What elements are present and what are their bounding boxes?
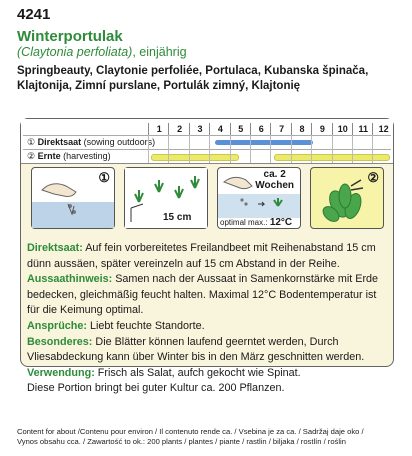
row-harvest-number: ②: [27, 151, 36, 161]
special-notes-label: Besonderes:: [27, 335, 93, 348]
optimal-temperature-label: optimal max.:: [220, 218, 268, 227]
usage-text: Frisch als Salat, aufch gekocht wie Spinat.: [94, 366, 301, 379]
month-10: 10: [332, 123, 353, 135]
pictogram-harvest: [310, 167, 384, 229]
pictogram-sowing: [31, 167, 115, 229]
row-harvest-subtitle: (harvesting): [63, 151, 111, 161]
direct-sowing-paragraph: [27, 241, 387, 272]
requirements-label: Ansprüche:: [27, 319, 87, 332]
germination-weeks-line1: ca. 2: [263, 169, 286, 180]
growing-info-box: [20, 118, 394, 395]
portion-note: Diese Portion bringt bei guter Kultur ca. 200 Pflanzen.: [27, 382, 285, 395]
month-grid-line: [372, 135, 373, 163]
latin-name: (Claytonia perfoliata): [17, 45, 133, 59]
sowing-advice-label: Aussaathinweis:: [27, 273, 113, 286]
usage-label: Verwendung:: [27, 366, 95, 379]
row-sowing-subtitle: (sowing outdoors): [83, 137, 156, 147]
pictogram-germination: [217, 167, 301, 229]
row-sowing-title: Direktsaat: [37, 137, 82, 147]
month-grid-line: [270, 135, 271, 163]
common-names-line-1: Springbeauty, Claytonie perfoliée, Portulaca, Kubanska špinača,: [17, 65, 369, 77]
germination-weeks-line2: Wochen: [255, 180, 294, 191]
month-3: 3: [189, 123, 210, 135]
month-grid-line: [230, 135, 231, 163]
direct-sowing-text: Auf fein vorbereitetes Freilandbeet mit Reihenabstand 15 cm dünn aussäen, später vereinzeln auf 15 cm Abstand in der Reihe.: [27, 242, 376, 270]
row-harvest-title: Ernte: [37, 151, 61, 161]
sowing-advice-paragraph: [27, 272, 387, 319]
requirements-text: Liebt feuchte Standorte.: [87, 319, 205, 332]
month-8: 8: [291, 123, 312, 135]
month-grid-line: [250, 135, 251, 163]
month-grid-line: [332, 135, 333, 163]
month-2: 2: [168, 123, 189, 135]
month-grid-line: [148, 135, 149, 163]
month-4: 4: [209, 123, 230, 135]
optimal-temperature-value: 12°C: [269, 217, 293, 228]
row-sowing-label: [27, 137, 155, 148]
step-2-badge: ②: [367, 170, 379, 185]
germination-weeks: [255, 169, 294, 191]
pictogram-row-spacing: [124, 167, 208, 229]
month-grid-line: [189, 135, 190, 163]
special-notes-text: Die Blätter können laufend geerntet werden, Durch Vliesabdeckung kann über Winter bis in den März geschnitten werden.: [27, 335, 365, 364]
latin-name-line: [17, 45, 187, 59]
product-title: Winterportulak: [17, 28, 123, 45]
common-names-line-2: Klajtonija, Zimní purslane, Portulák zimný, Klajtonię: [17, 80, 301, 92]
row-sowing-number: ①: [27, 137, 36, 147]
sowing-calendar: [21, 119, 393, 164]
growing-instructions: [27, 241, 387, 397]
month-grid-line: [168, 135, 169, 163]
month-12: 12: [372, 123, 393, 135]
footer-line-2: Vynos obsahu cca. / Zawartość to ok.: 200 plants / plantes / piante / rastlin / biljaka / rostlín / roślin: [17, 437, 346, 446]
annual-label: , einjährig: [132, 45, 187, 59]
month-5: 5: [230, 123, 251, 135]
month-9: 9: [311, 123, 332, 135]
usage-paragraph: [27, 366, 387, 382]
sowing-advice-text: Samen nach der Aussaat in Samenkornstärke mit Erde bedecken, gleichmäßig feucht halten. Maximal 12°C Bodentemperatur ist für die Keimung optimal.: [27, 273, 379, 317]
month-6: 6: [250, 123, 271, 135]
month-grid-line: [209, 135, 210, 163]
row-spacing-label: 15 cm: [163, 212, 192, 223]
content-footer: [17, 427, 397, 447]
month-grid-line: [291, 135, 292, 163]
requirements-paragraph: [27, 319, 387, 335]
direct-sowing-label: Direktsaat:: [27, 242, 83, 254]
month-1: 1: [148, 123, 169, 135]
step-1-badge: ①: [98, 170, 110, 185]
month-grid-line: [352, 135, 353, 163]
month-11: 11: [352, 123, 373, 135]
month-grid-line: [311, 135, 312, 163]
month-7: 7: [270, 123, 291, 135]
row-harvest-label: [27, 151, 111, 162]
harvest-period-bar-spring: [151, 154, 239, 161]
special-notes-paragraph: [27, 335, 387, 366]
product-code: 4241: [17, 6, 51, 23]
footer-line-1: Content for about /Contenu pour environ / Il contenuto rende ca. / Vsebina je za ca. / Sadržaj daje oko /: [17, 427, 364, 436]
optimal-temperature: [220, 217, 292, 228]
